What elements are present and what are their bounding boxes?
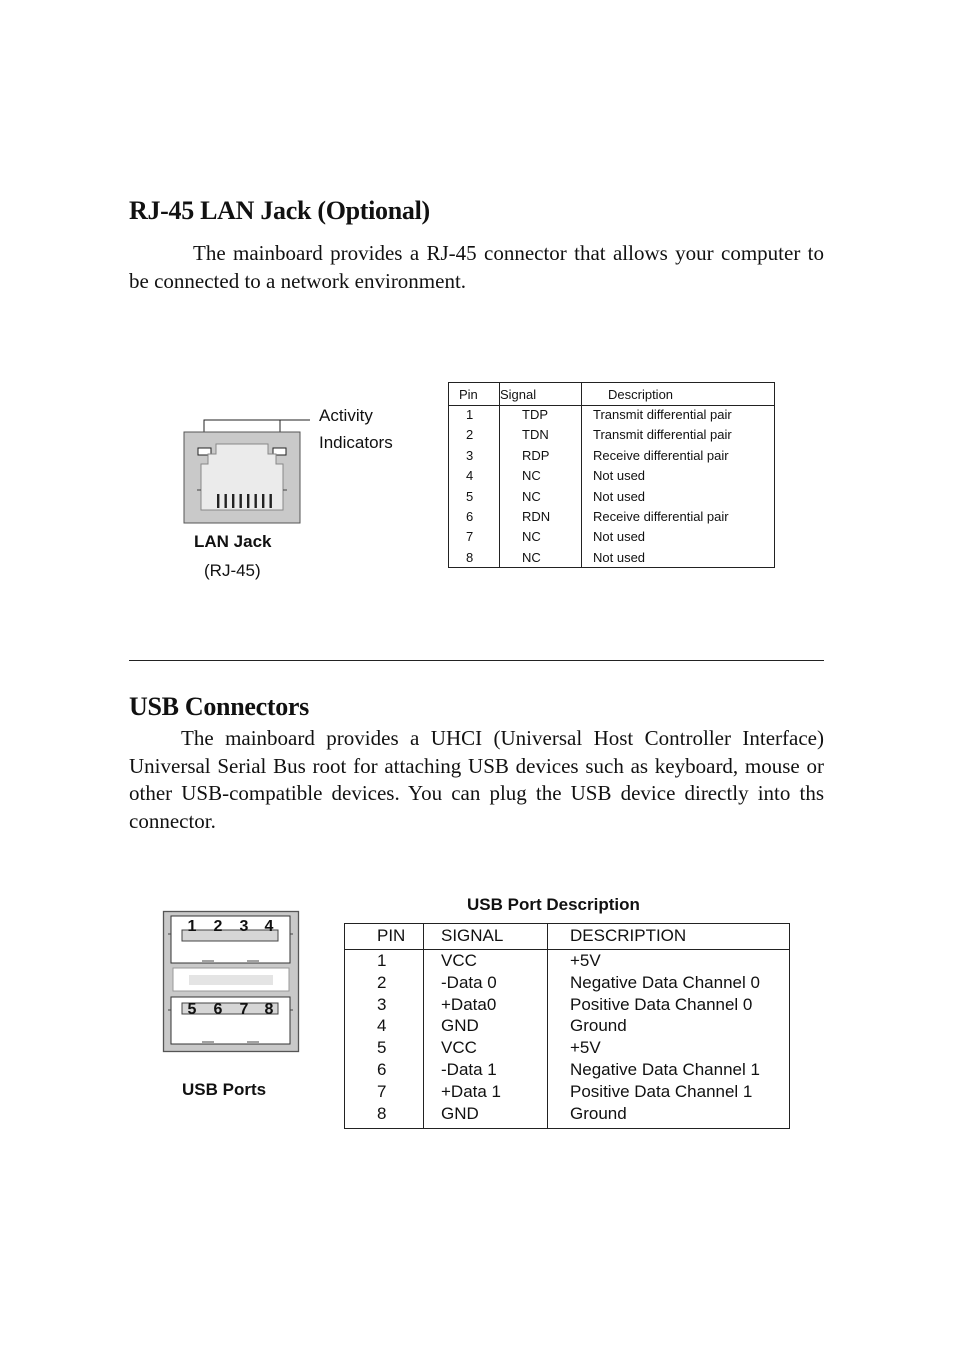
- usb-pin-table: [344, 923, 790, 1129]
- lan-cell-signal: RDP: [522, 447, 550, 463]
- usb-heading: USB Connectors: [129, 692, 309, 721]
- rj45-paragraph: [129, 239, 824, 295]
- usb-cell-pin: 7: [377, 1081, 387, 1101]
- lan-cell-pin: 1: [466, 407, 474, 422]
- lan-cell-signal: NC: [522, 529, 541, 545]
- column-divider: [499, 383, 500, 567]
- usb-pin-number: 5: [187, 1001, 197, 1018]
- usb-cell-pin: 5: [377, 1038, 387, 1058]
- lan-cell-pin: 8: [466, 549, 474, 565]
- usb-header-description: DESCRIPTION: [570, 926, 687, 945]
- lan-cell-description: Receive differential pair: [593, 509, 729, 524]
- lan-jack-sublabel: (RJ-45): [204, 561, 261, 580]
- lan-cell-description: Not used: [593, 529, 646, 545]
- lan-cell-signal: NC: [522, 549, 541, 565]
- lan-header-pin: Pin: [459, 387, 478, 402]
- lan-cell-pin: 3: [466, 447, 474, 463]
- usb-ports-diagram: [162, 910, 300, 1054]
- lan-pin-table: [448, 382, 775, 568]
- usb-pin-number: 2: [213, 918, 223, 935]
- lan-cell-signal: NC: [522, 488, 541, 504]
- lan-cell-description: Transmit differential pair: [593, 407, 732, 422]
- lan-jack-label: LAN Jack: [194, 532, 272, 551]
- usb-pin-number: 3: [239, 918, 249, 935]
- usb-cell-pin: 3: [377, 994, 387, 1014]
- usb-pin-number: 1: [187, 918, 197, 935]
- usb-pin-number: 4: [264, 918, 274, 935]
- usb-table-header: [345, 924, 789, 950]
- usb-paragraph: [129, 725, 824, 835]
- lan-jack-diagram: [180, 410, 310, 530]
- indicators-callout-label: Indicators: [319, 433, 393, 452]
- usb-cell-description: Negative Data Channel 1: [570, 1060, 760, 1079]
- lan-cell-signal: RDN: [522, 509, 551, 524]
- usb-cell-signal: VCC: [441, 1038, 477, 1058]
- rj45-heading: RJ-45 LAN Jack (Optional): [129, 196, 430, 225]
- usb-cell-pin: 4: [377, 1016, 387, 1036]
- usb-table-title: USB Port Description: [467, 895, 640, 914]
- usb-cell-description: Negative Data Channel 0: [570, 972, 760, 992]
- usb-cell-description: Positive Data Channel 0: [570, 994, 753, 1014]
- usb-header-signal: SIGNAL: [441, 926, 504, 945]
- usb-cell-signal: +Data0: [441, 994, 497, 1014]
- lan-cell-pin: 6: [466, 509, 474, 524]
- lan-header-description: Description: [608, 387, 674, 402]
- lan-cell-description: Not used: [593, 549, 646, 565]
- lan-cell-description: Transmit differential pair: [593, 427, 732, 443]
- usb-cell-signal: -Data 1: [441, 1060, 497, 1079]
- usb-pin-number: 6: [213, 1001, 223, 1018]
- usb-cell-description: Ground: [570, 1016, 627, 1036]
- usb-cell-signal: GND: [441, 1103, 479, 1123]
- usb-cell-signal: -Data 0: [441, 972, 497, 992]
- lan-cell-pin: 4: [466, 468, 474, 484]
- usb-cell-signal: +Data 1: [441, 1081, 502, 1101]
- usb-cell-signal: VCC: [441, 951, 477, 970]
- lan-cell-pin: 7: [466, 529, 474, 545]
- usb-cell-signal: GND: [441, 1016, 479, 1036]
- usb-paragraph-text: The mainboard provides a UHCI (Universal Host Controller Interface) Universal Serial Bus root for attaching USB devices such as keyboard, mouse or other USB-compatible devices. You can plug the USB device directly into ths connector.: [129, 726, 824, 833]
- usb-pin-number: 8: [264, 1001, 274, 1018]
- usb-header-pin: PIN: [377, 926, 406, 945]
- lan-cell-description: Not used: [593, 468, 646, 484]
- lan-cell-description: Receive differential pair: [593, 447, 729, 463]
- usb-cell-description: Positive Data Channel 1: [570, 1081, 753, 1101]
- usb-cell-description: Ground: [570, 1103, 627, 1123]
- activity-callout-label: Activity: [319, 406, 373, 425]
- column-divider: [581, 383, 582, 567]
- usb-cell-description: +5V: [570, 1038, 601, 1058]
- lan-cell-pin: 2: [466, 427, 474, 443]
- usb-pin-number: 7: [239, 1001, 249, 1018]
- lan-cell-signal: TDN: [522, 427, 549, 443]
- column-divider: [547, 924, 548, 1128]
- usb-cell-pin: 6: [377, 1060, 387, 1079]
- lan-cell-pin: 5: [466, 488, 474, 504]
- rj45-paragraph-text: The mainboard provides a RJ-45 connector that allows your computer to be connected to a network environment.: [129, 241, 824, 293]
- column-divider: [423, 924, 424, 1128]
- usb-ports-label: USB Ports: [182, 1080, 267, 1099]
- usb-cell-pin: 1: [377, 951, 387, 970]
- section-divider: [129, 660, 824, 661]
- lan-cell-description: Not used: [593, 488, 646, 504]
- usb-cell-pin: 2: [377, 972, 387, 992]
- lan-cell-signal: NC: [522, 468, 541, 484]
- lan-cell-signal: TDP: [522, 407, 548, 422]
- lan-header-signal: Signal: [500, 387, 537, 402]
- usb-cell-description: +5V: [570, 951, 601, 970]
- usb-cell-pin: 8: [377, 1103, 387, 1123]
